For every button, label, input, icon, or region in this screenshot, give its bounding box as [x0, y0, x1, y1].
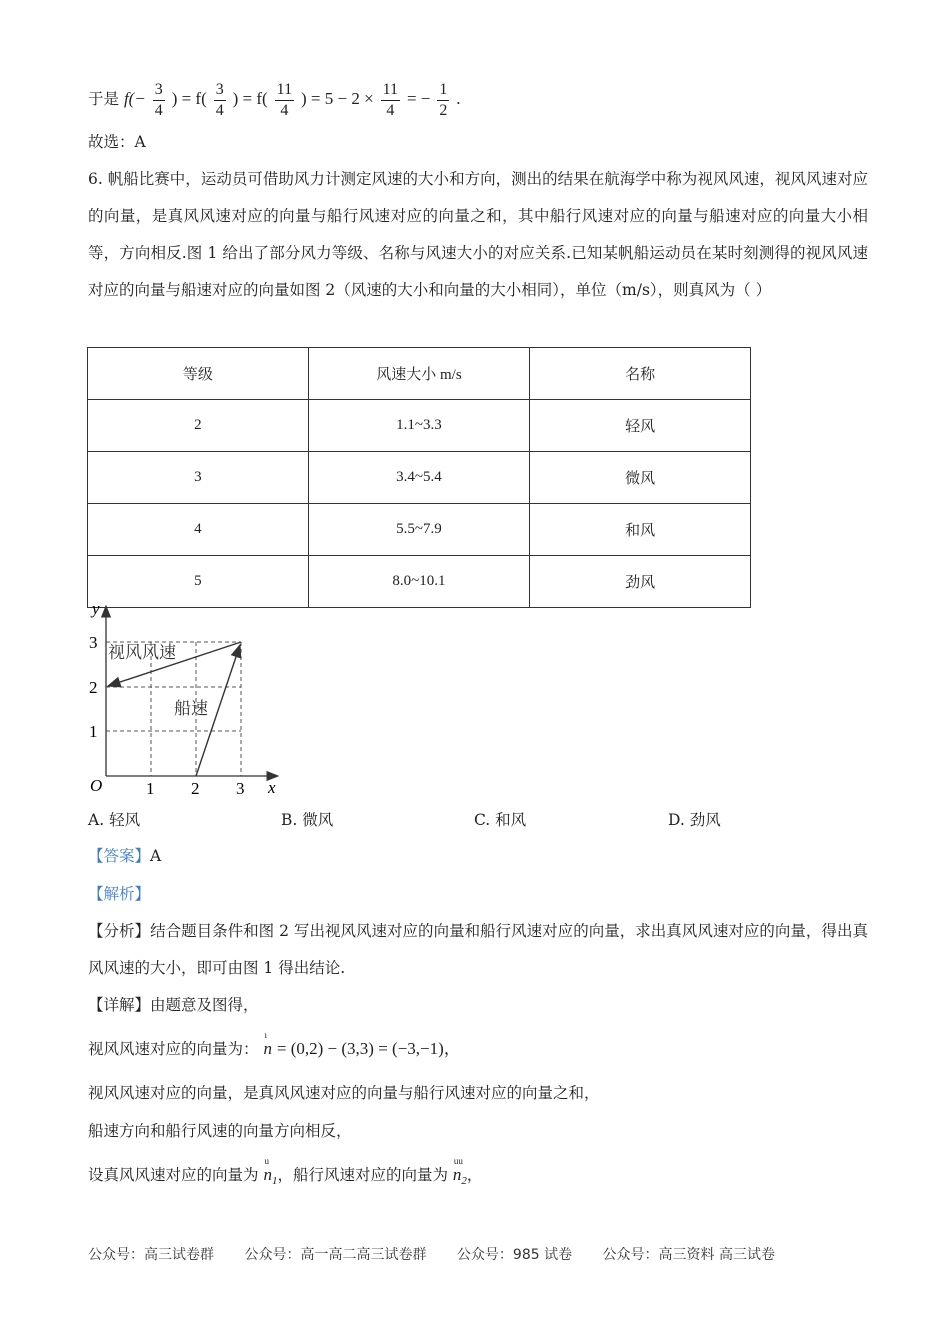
table-row — [88, 504, 751, 556]
origin-label: O — [90, 776, 103, 795]
expr-end: . — [456, 89, 461, 108]
wind-table — [87, 347, 751, 608]
x-tick-label: 3 — [236, 779, 245, 798]
vector-figure — [82, 600, 302, 800]
table-cell: 8.0~10.1 — [308, 556, 529, 608]
detail-line — [88, 994, 259, 1016]
detail-line-4 — [88, 1156, 483, 1190]
formula-line — [88, 76, 461, 122]
detail-label: 【详解】 — [88, 996, 151, 1014]
table-row — [88, 400, 751, 452]
footer-item: 公众号：985 试卷 — [456, 1247, 573, 1263]
detail-line-3: 船速方向和船行风速的向量方向相反， — [88, 1122, 352, 1140]
answer-line — [88, 845, 161, 867]
table-header-cell: 等级 — [88, 348, 309, 400]
fraction-1-2: $\frac{1}{2}$ — [439, 80, 448, 119]
footer-item: 公众号：高三试卷群 — [88, 1247, 214, 1263]
table-cell: 劲风 — [530, 556, 751, 608]
y-tick-label: 1 — [89, 722, 98, 741]
option-b: B. 微风 — [281, 811, 334, 829]
table-header-cell: 名称 — [530, 348, 751, 400]
vector-line-prefix: 视风风速对应的向量为： — [88, 1040, 259, 1058]
x-tick-label: 1 — [146, 779, 155, 798]
footer — [88, 1244, 801, 1264]
analysis-label: 【分析】 — [88, 922, 151, 940]
expr-e: = − — [406, 89, 431, 108]
analysis-paragraph — [88, 913, 868, 987]
table-cell: 4 — [88, 504, 309, 556]
fraction-3-4-b: $\frac{3}{4}$ — [215, 80, 224, 119]
expr-a: f(− — [123, 89, 146, 108]
analysis-heading: 【解析】 — [88, 885, 151, 903]
detail-intro: 由题意及图得， — [150, 996, 259, 1014]
table-header-cell: 风速大小 m/s — [308, 348, 529, 400]
apparent-wind-label: 视风风速 — [108, 643, 176, 663]
footer-item: 公众号：高三资料 高三试卷 — [602, 1247, 775, 1263]
choice-line: 故选：A — [88, 133, 146, 151]
fraction-11-4-a: $\frac{11}{4}$ — [276, 80, 293, 119]
detail-line-4-b: ，船行风速对应的向量为 — [277, 1166, 448, 1184]
table-cell: 1.1~3.3 — [308, 400, 529, 452]
table-row — [88, 452, 751, 504]
option-a: A. 轻风 — [88, 811, 141, 829]
option-d: D. 劲风 — [668, 811, 721, 829]
y-axis-label: y — [92, 600, 100, 618]
option-c: C. 和风 — [474, 811, 527, 829]
x-axis-label: x — [268, 778, 276, 797]
y-tick-label: 3 — [89, 633, 98, 652]
expr-d: ) = 5 − 2 × — [301, 89, 374, 108]
expr-b: ) = f( — [171, 89, 207, 108]
fraction-11-4-b: $\frac{11}{4}$ — [382, 80, 399, 119]
table-cell: 3 — [88, 452, 309, 504]
fraction-3-4-a: $\frac{3}{4}$ — [154, 80, 163, 119]
detail-line-2: 视风风速对应的向量，是真风风速对应的向量与船行风速对应的向量之和， — [88, 1084, 600, 1102]
table-header-row — [88, 348, 751, 400]
table-cell: 5.5~7.9 — [308, 504, 529, 556]
vector-n2: uu $n_2$ — [452, 1156, 467, 1187]
analysis-text: 结合题目条件和图 2 写出视风风速对应的向量和船行风速对应的向量，求出真风风速对应的向量，得出真风风速的大小，即可由图 1 得出结论. — [88, 922, 868, 977]
boat-speed-label: 船速 — [174, 699, 208, 719]
answer-value: A — [150, 847, 162, 865]
table-cell: 和风 — [530, 504, 751, 556]
detail-line-4-c: ， — [466, 1166, 483, 1184]
vector-n: ı n — [263, 1030, 272, 1058]
table-cell: 2 — [88, 400, 309, 452]
y-tick-label: 2 — [89, 678, 98, 697]
table-cell: 轻风 — [530, 400, 751, 452]
detail-line-4-a: 设真风风速对应的向量为 — [88, 1166, 259, 1184]
question-text: 6. 帆船比赛中，运动员可借助风力计测定风速的大小和方向，测出的结果在航海学中称为视风风速，视风风速对应的向量，是真风风速对应的向量与船行风速对应的向量之和，其中船行风速对应的向量与船速对应的向量大小相等，方向相反.图 1 给出了部分风力等级、名称与风速大小的对应关系.已知某帆船运动员在某时刻测得的视风风速对应的向量与船速对应的向量如图 2（风速的大小和向量的大小相同），单位（m/s），则真风为（ ） — [88, 170, 868, 299]
vector-n1: u $n_1$ — [263, 1156, 278, 1187]
vector-expr: = (0,2) − (3,3) = (−3,−1)， — [276, 1039, 461, 1058]
table-cell: 3.4~5.4 — [308, 452, 529, 504]
formula-prefix: 于是 — [88, 90, 120, 108]
table-cell: 微风 — [530, 452, 751, 504]
answer-label: 【答案】 — [88, 847, 151, 865]
vector-line — [88, 1030, 461, 1064]
expr-c: ) = f( — [232, 89, 268, 108]
footer-item: 公众号：高一高二高三试卷群 — [244, 1247, 427, 1263]
x-tick-label: 2 — [191, 779, 200, 798]
table-cell: 5 — [88, 556, 309, 608]
